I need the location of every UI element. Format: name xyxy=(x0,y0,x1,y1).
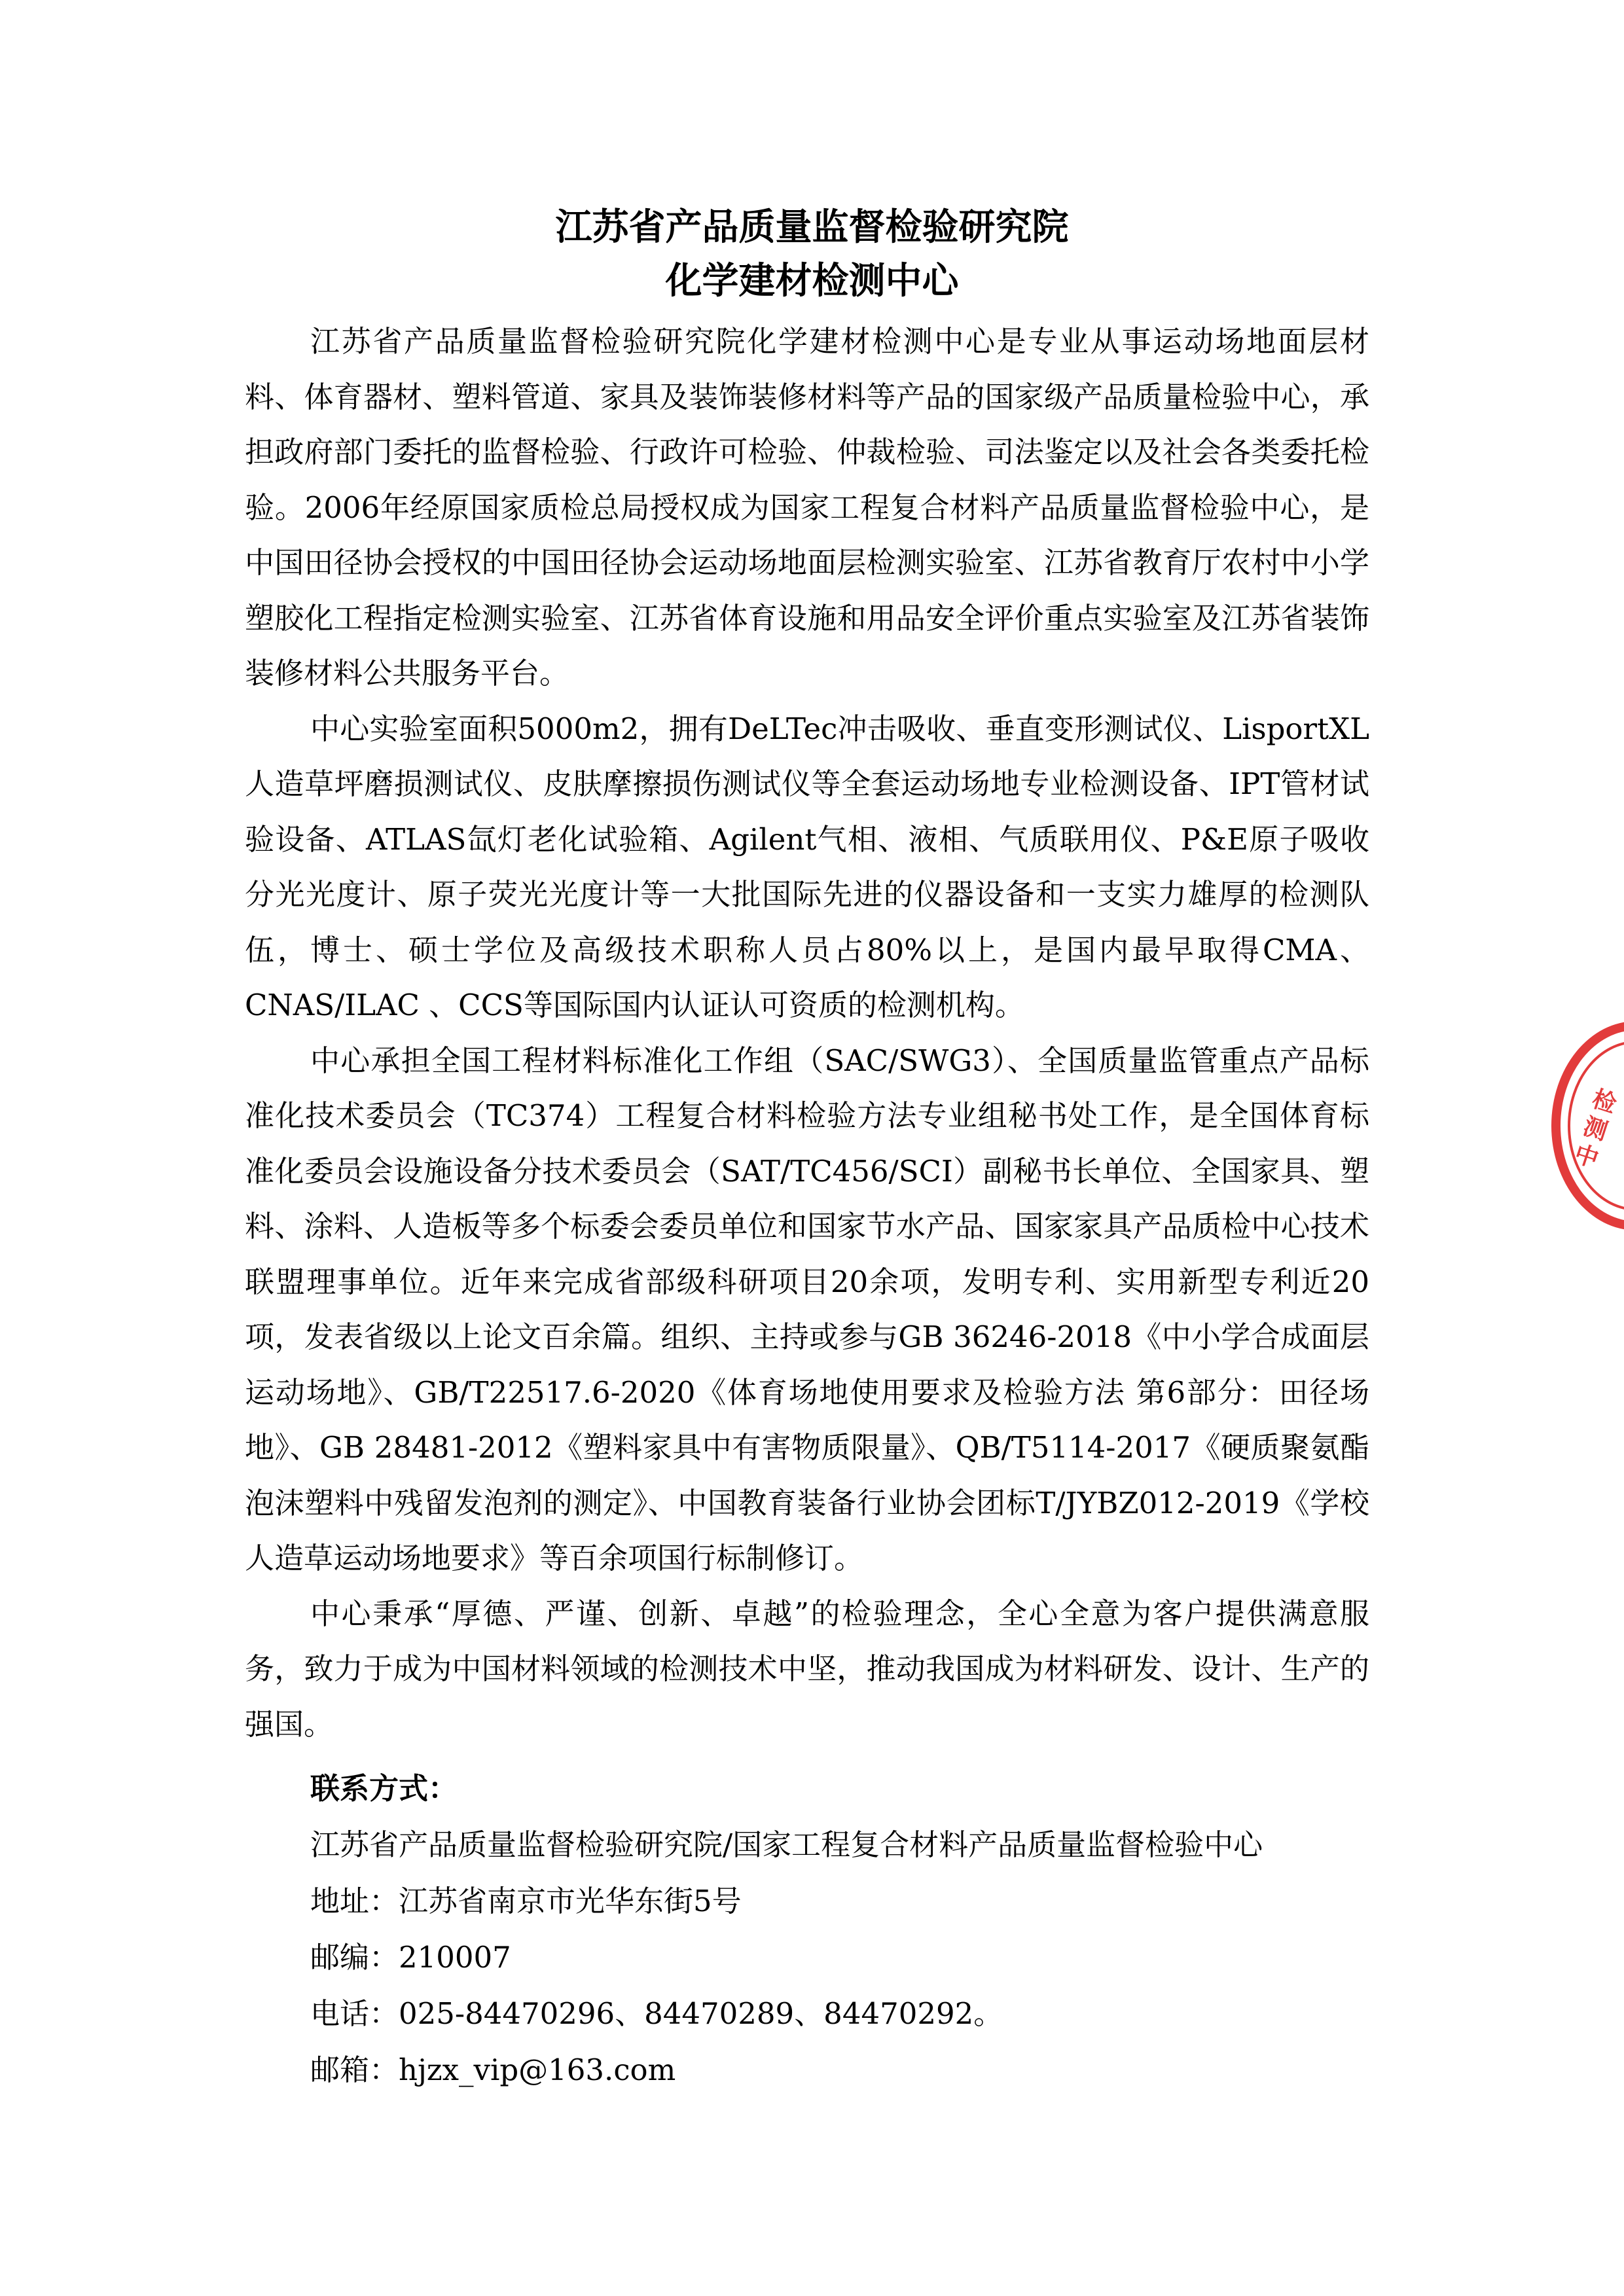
document-title: 江苏省产品质量监督检验研究院 xyxy=(555,206,1069,249)
contact-postcode: 邮编：210007 xyxy=(310,1940,511,1975)
paragraph-standards: 中心承担全国工程材料标准化工作组（SAC/SWG3）、全国质量监管重点产品标准化技术委员会（TC374）工程复合材料检验方法专业组秘书处工作，是全国体育标准化委员会设施设备分技术委员会（SAT/TC456/SCI）副秘书长单位、全国家具、塑料、涂料、人造板等多个标委会委员单位和国家节水产品、国家家具产品质检中心技术联盟理事单位。近年来完成省部级科研项目20余项，发明专利、实用新型专利近20项，发表省级以上论文百余篇。组织、主持或参与GB 36246-2018《中小学合成面层运动场地》、GB/T22517.6-2020《体育场地使用要求及检验方法 第6部分：田径场地》、GB 28481-2012《塑料家具中有害物质限量》、QB/T5114-2017《硬质聚氨酯泡沫塑料中残留发泡剂的测定》、中国教育装备行业协会团标T/JYBZ012-2019《学校人造草运动场地要求》等百余项国行标制修订。 xyxy=(245,1043,1369,1575)
document-body xyxy=(245,314,1369,1752)
red-seal-text: 检测中 xyxy=(1571,1085,1620,1174)
contact-section xyxy=(310,1761,1423,2098)
contact-organization: 江苏省产品质量监督检验研究院/国家工程复合材料产品质量监督检验中心 xyxy=(310,1827,1263,1862)
paragraph-introduction: 江苏省产品质量监督检验研究院化学建材检测中心是专业从事运动场地面层材料、体育器材、塑料管道、家具及装饰装修材料等产品的国家级产品质量检验中心，承担政府部门委托的监督检验、行政许可检验、仲裁检验、司法鉴定以及社会各类委托检验。2006年经原国家质检总局授权成为国家工程复合材料产品质量监督检验中心，是中国田径协会授权的中国田径协会运动场地面层检测实验室、江苏省教育厅农村中小学塑胶化工程指定检测实验室、江苏省体育设施和用品安全评价重点实验室及江苏省装饰装修材料公共服务平台。 xyxy=(245,324,1369,691)
contact-address: 地址：江苏省南京市光华东街5号 xyxy=(310,1884,742,1918)
document-subtitle: 化学建材检测中心 xyxy=(665,260,959,302)
contact-heading: 联系方式： xyxy=(310,1771,458,1806)
contact-phone: 电话：025-84470296、84470289、84470292。 xyxy=(310,1996,1003,2031)
contact-email: 邮箱：hjzx_vip@163.com xyxy=(310,2053,676,2087)
paragraph-laboratory: 中心实验室面积5000m2，拥有DeLTec冲击吸收、垂直变形测试仪、LisportXL人造草坪磨损测试仪、皮肤摩擦损伤测试仪等全套运动场地专业检测设备、IPT管材试验设备、ATLAS氙灯老化试验箱、Agilent气相、液相、气质联用仪、P&E原子吸收分光光度计、原子荧光光度计等一大批国际先进的仪器设备和一支实力雄厚的检测队伍，博士、硕士学位及高级技术职称人员占80%以上，是国内最早取得CMA、 CNAS/ILAC 、CCS等国际国内认证认可资质的检测机构。 xyxy=(245,711,1369,1022)
paragraph-philosophy: 中心秉承“厚德、严谨、创新、卓越”的检验理念，全心全意为客户提供满意服务，致力于成为中国材料领域的检测技术中坚，推动我国成为材料研发、设计、生产的强国。 xyxy=(245,1596,1369,1742)
